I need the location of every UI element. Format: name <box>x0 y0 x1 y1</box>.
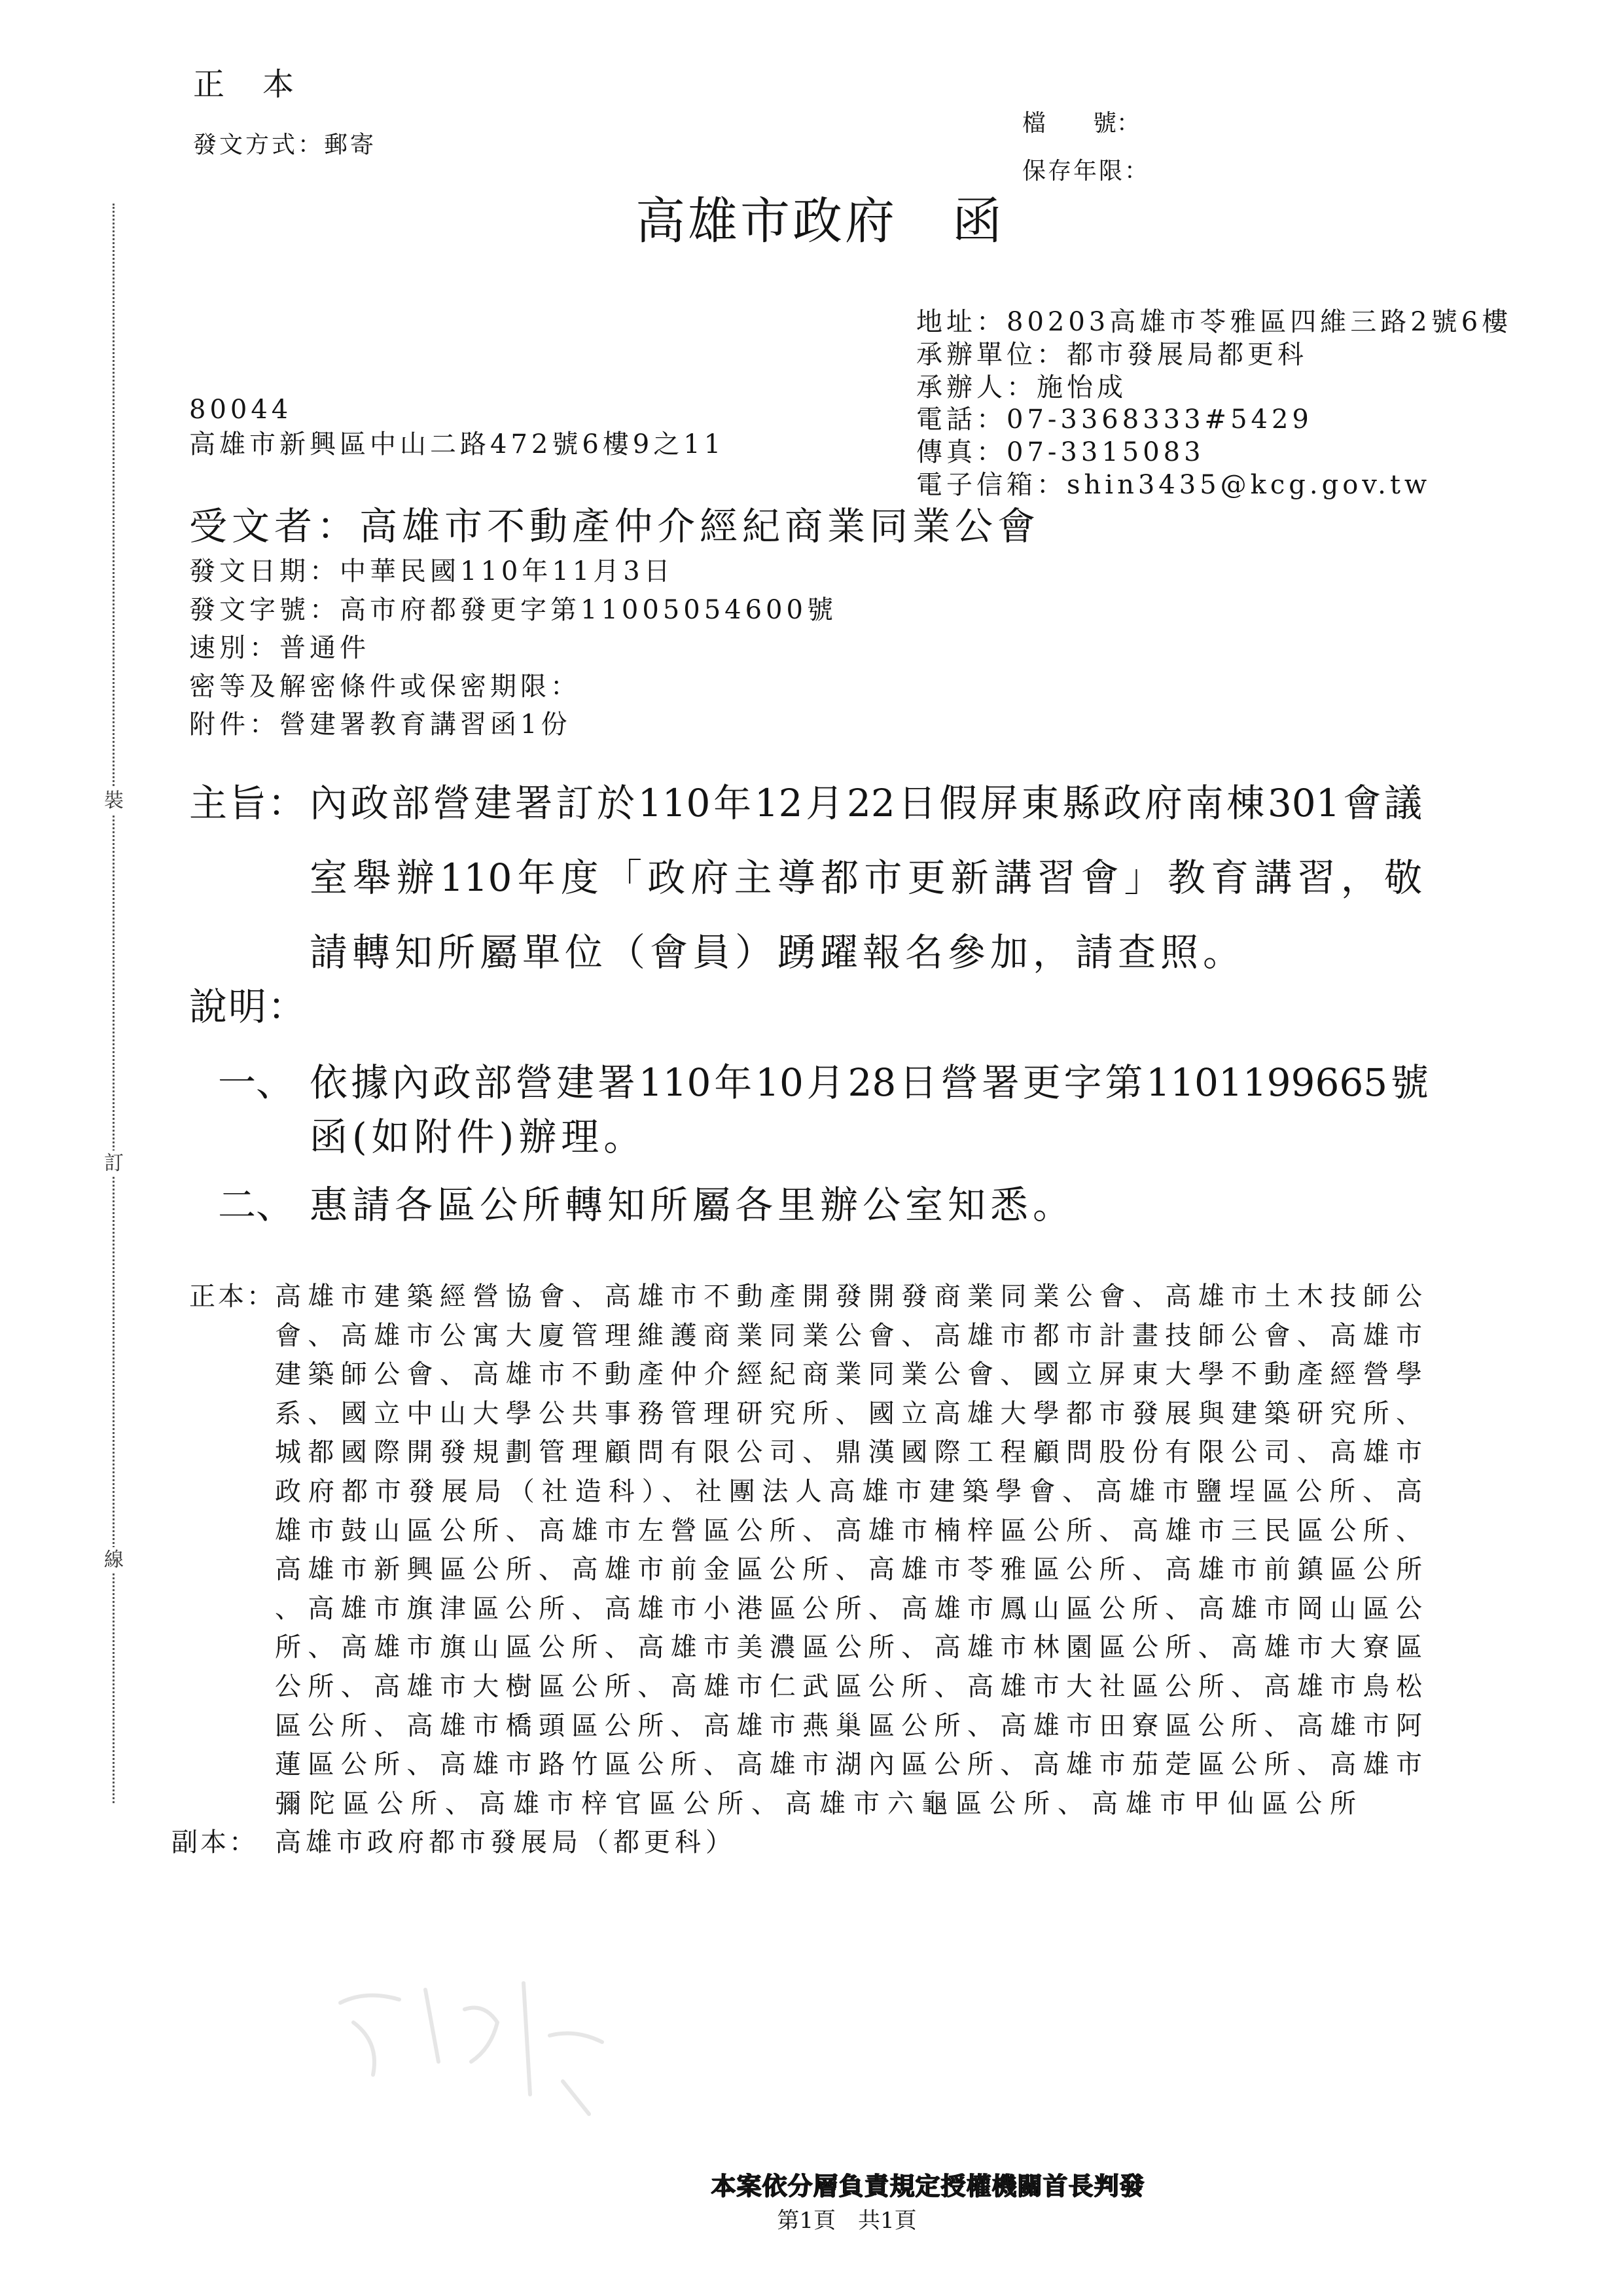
explanation-item-body <box>310 1056 1429 1164</box>
subject-body <box>310 766 1422 990</box>
file-number-label: 檔 號： <box>1022 110 1141 137</box>
explanation-item-marker: 二、 <box>218 1183 294 1227</box>
issue-date: 發文日期：中華民國110年11月3日 <box>189 556 674 586</box>
secrecy-level: 密等及解密條件或保密期限： <box>189 671 580 702</box>
faint-pencil-marks <box>327 1964 622 2134</box>
distribution-original-line: 蓮區公所、高雄市路竹區公所、高雄市湖內區公所、高雄市茄萣區公所、高雄市 <box>275 1749 1422 1780</box>
distribution-original-line: 高雄市建築經營協會、高雄市不動產開發開發商業同業公會、高雄市土木技師公 <box>275 1282 1422 1312</box>
sender-fax: 傳真：07-3315083 <box>916 437 1205 468</box>
binding-mark-top: 裝 <box>102 788 126 814</box>
distribution-original-line: 政府都市發展局（社造科）、社團法人高雄市建築學會、高雄市鹽埕區公所、高 <box>275 1476 1422 1507</box>
subject-line: 內政部營建署訂於110年12月22日假屏東縣政府南棟301會議 <box>310 781 1422 825</box>
distribution-original-label: 正本： <box>189 1282 276 1312</box>
explanation-item-body <box>310 1178 1429 1232</box>
sender-info-block <box>916 306 1512 502</box>
document-type: 函 <box>952 192 1002 250</box>
distribution-original-line: 高雄市新興區公所、高雄市前金區公所、高雄市苓雅區公所、高雄市前鎮區公所 <box>275 1554 1422 1585</box>
subject-line: 請轉知所屬單位（會員）踴躍報名參加，請查照。 <box>310 930 1246 975</box>
authorization-stamp-text: 本案依分層負責規定授權機關首長判發 <box>711 2171 1145 2200</box>
distribution-original-line: 系、國立中山大學公共事務管理研究所、國立高雄大學都市發展與建築研究所、 <box>275 1398 1422 1429</box>
recipient-name: 受文者：高雄市不動產仲介經紀商業同業公會 <box>189 504 1041 548</box>
sender-phone: 電話：07-3368333#5429 <box>916 404 1313 435</box>
distribution-original-list <box>275 1278 1422 1823</box>
explanation-line: 依據內政部營建署110年10月28日營署更字第1101199665號 <box>310 1060 1429 1105</box>
dispatch-method: 發文方式：郵寄 <box>193 132 377 158</box>
recipient-postal-code: 80044 <box>189 395 293 425</box>
sender-unit: 承辦單位：都市發展局都更科 <box>916 339 1308 370</box>
subject-label: 主旨： <box>189 781 308 825</box>
distribution-copy-label: 副本： <box>171 1827 258 1857</box>
distribution-original-line: 會、高雄市公寓大廈管理維護商業同業公會、高雄市都市計畫技師公會、高雄市 <box>275 1320 1422 1351</box>
retention-period-label: 保存年限： <box>1022 158 1150 185</box>
distribution-copy-text: 高雄市政府都市發展局（都更科） <box>275 1827 736 1857</box>
distribution-original-line: 城都國際開發規劃管理顧問有限公司、鼎漢國際工程顧問股份有限公司、高雄市 <box>275 1437 1422 1468</box>
document-meta-block <box>189 552 837 744</box>
distribution-original-line: 彌陀區公所、高雄市梓官區公所、高雄市六龜區公所、高雄市甲仙區公所 <box>275 1788 1364 1819</box>
distribution-original-line: 、高雄市旗津區公所、高雄市小港區公所、高雄市鳳山區公所、高雄市岡山區公 <box>275 1593 1422 1624</box>
binding-mark-bottom: 線 <box>102 1547 126 1573</box>
copy-type-label: 正本 <box>193 66 332 103</box>
explanation-label: 說明： <box>189 984 308 1029</box>
delivery-speed: 速別：普通件 <box>189 633 370 663</box>
sender-handler: 承辦人：施怡成 <box>916 372 1127 403</box>
distribution-original-line: 建築師公會、高雄市不動產仲介經紀商業同業公會、國立屏東大學不動產經營學 <box>275 1359 1422 1390</box>
attachment-info: 附件：營建署教育講習函1份 <box>189 709 571 740</box>
binding-mark-middle: 訂 <box>102 1151 126 1177</box>
recipient-address: 高雄市新興區中山二路472號6樓9之11 <box>189 429 725 459</box>
distribution-original-line: 所、高雄市旗山區公所、高雄市美濃區公所、高雄市林園區公所、高雄市大寮區 <box>275 1632 1422 1663</box>
explanation-item-marker: 一、 <box>218 1060 294 1105</box>
sender-address: 地址：80203高雄市苓雅區四維三路2號6樓 <box>916 307 1512 337</box>
document-title: 高雄市政府 <box>635 192 897 250</box>
subject-line: 室舉辦110年度「政府主導都市更新講習會」教育講習，敬 <box>310 855 1422 900</box>
distribution-original-line: 區公所、高雄市橋頭區公所、高雄市燕巢區公所、高雄市田寮區公所、高雄市阿 <box>275 1710 1422 1741</box>
page-number: 第1頁 共1頁 <box>777 2208 917 2234</box>
sender-email: 電子信箱：shin3435@kcg.gov.tw <box>916 469 1431 500</box>
distribution-original-line: 雄市鼓山區公所、高雄市左營區公所、高雄市楠梓區公所、高雄市三民區公所、 <box>275 1515 1422 1546</box>
reference-number: 發文字號：高市府都發更字第11005054600號 <box>189 594 837 625</box>
recipient-mailing-address <box>189 393 724 462</box>
explanation-line: 函(如附件)辦理。 <box>310 1115 647 1159</box>
explanation-line: 惠請各區公所轉知所屬各里辦公室知悉。 <box>310 1183 1076 1227</box>
distribution-original-line: 公所、高雄市大樹區公所、高雄市仁武區公所、高雄市大社區公所、高雄市鳥松 <box>275 1671 1422 1702</box>
